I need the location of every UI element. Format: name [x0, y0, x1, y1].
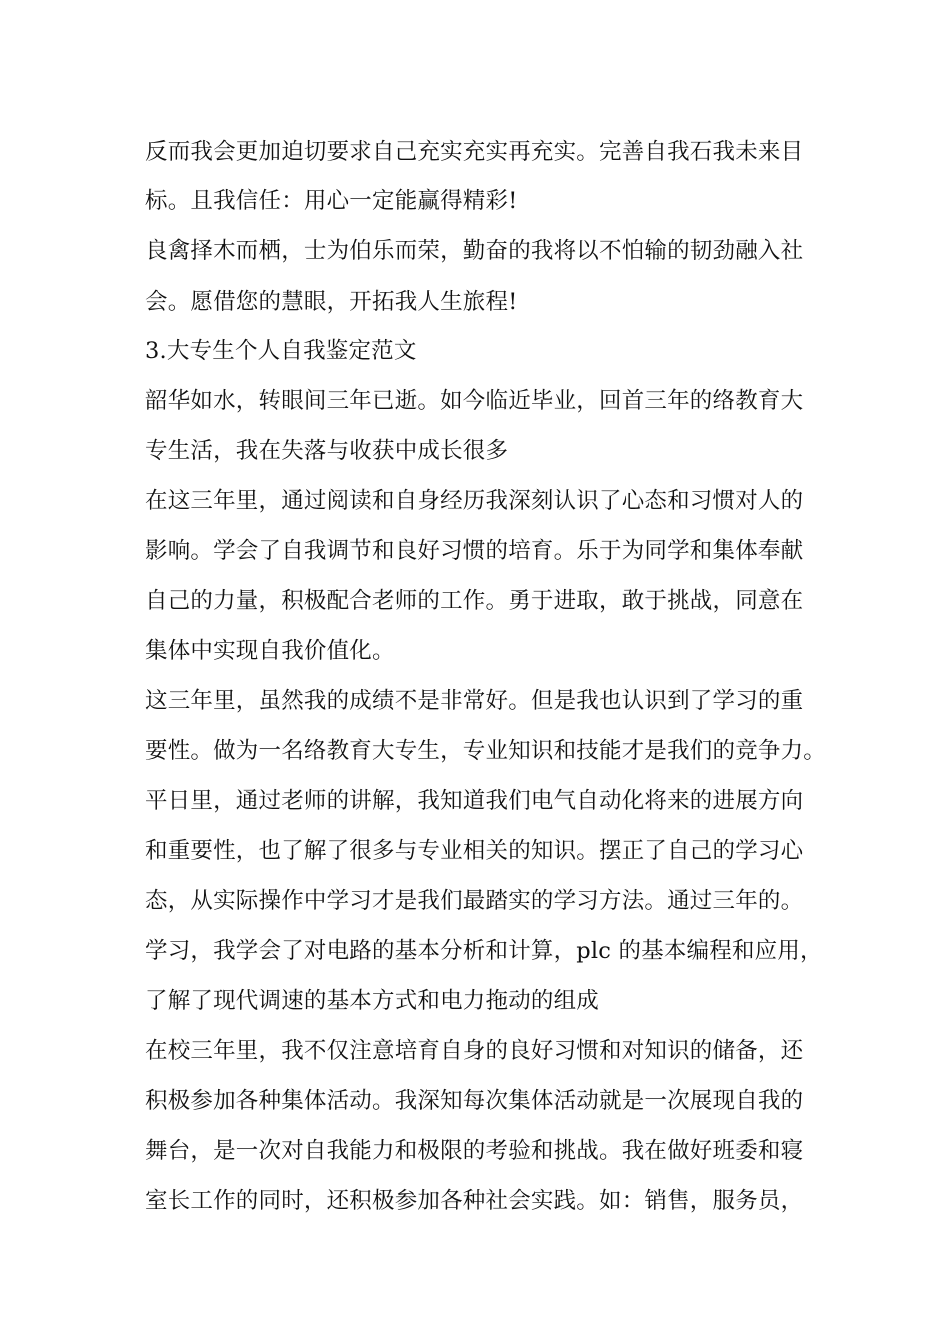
- text-line: 韶华如水，转眼间三年已逝。如今临近毕业，回首三年的络教育大: [145, 388, 804, 414]
- text-line: 要性。做为一名络教育大专生，专业知识和技能才是我们的竞争力。: [145, 738, 827, 764]
- text-line: 良禽择木而栖，士为伯乐而荣，勤奋的我将以不怕输的韧劲融入社: [145, 238, 804, 264]
- text-line: 学习，我学会了对电路的基本分析和计算，plc 的基本编程和应用，: [145, 938, 823, 964]
- text-line: 室长工作的同时，还积极参加各种社会实践。如：销售，服务员，: [145, 1188, 804, 1214]
- text-line: 自己的力量，积极配合老师的工作。勇于进取，敢于挑战，同意在: [145, 588, 804, 614]
- text-line: 集体中实现自我价值化。: [145, 638, 395, 664]
- text-line: 这三年里，虽然我的成绩不是非常好。但是我也认识到了学习的重: [145, 688, 804, 714]
- text-line: 平日里，通过老师的讲解，我知道我们电气自动化将来的进展方向: [145, 788, 804, 814]
- text-line: 了解了现代调速的基本方式和电力拖动的组成: [145, 988, 600, 1014]
- text-line: 标。且我信任：用心一定能赢得精彩!: [145, 188, 518, 214]
- text-line: 在校三年里，我不仅注意培育自身的良好习惯和对知识的储备，还: [145, 1038, 804, 1064]
- text-line: 在这三年里，通过阅读和自身经历我深刻认识了心态和习惯对人的: [145, 488, 804, 514]
- text-line: 态，从实际操作中学习才是我们最踏实的学习方法。通过三年的。: [145, 888, 804, 914]
- text-line: 积极参加各种集体活动。我深知每次集体活动就是一次展现自我的: [145, 1088, 804, 1114]
- text-line: 专生活，我在失落与收获中成长很多: [145, 438, 509, 464]
- text-line: 和重要性，也了解了很多与专业相关的知识。摆正了自己的学习心: [145, 838, 804, 864]
- text-line: 影响。学会了自我调节和良好习惯的培育。乐于为同学和集体奉献: [145, 538, 804, 564]
- text-line: 会。愿借您的慧眼，开拓我人生旅程!: [145, 289, 518, 315]
- text-line: 反而我会更加迫切要求自己充实充实再充实。完善自我石我未来目: [145, 139, 804, 165]
- text-line: 舞台，是一次对自我能力和极限的考验和挑战。我在做好班委和寝: [145, 1138, 804, 1164]
- section-heading: 3.大专生个人自我鉴定范文: [145, 338, 417, 364]
